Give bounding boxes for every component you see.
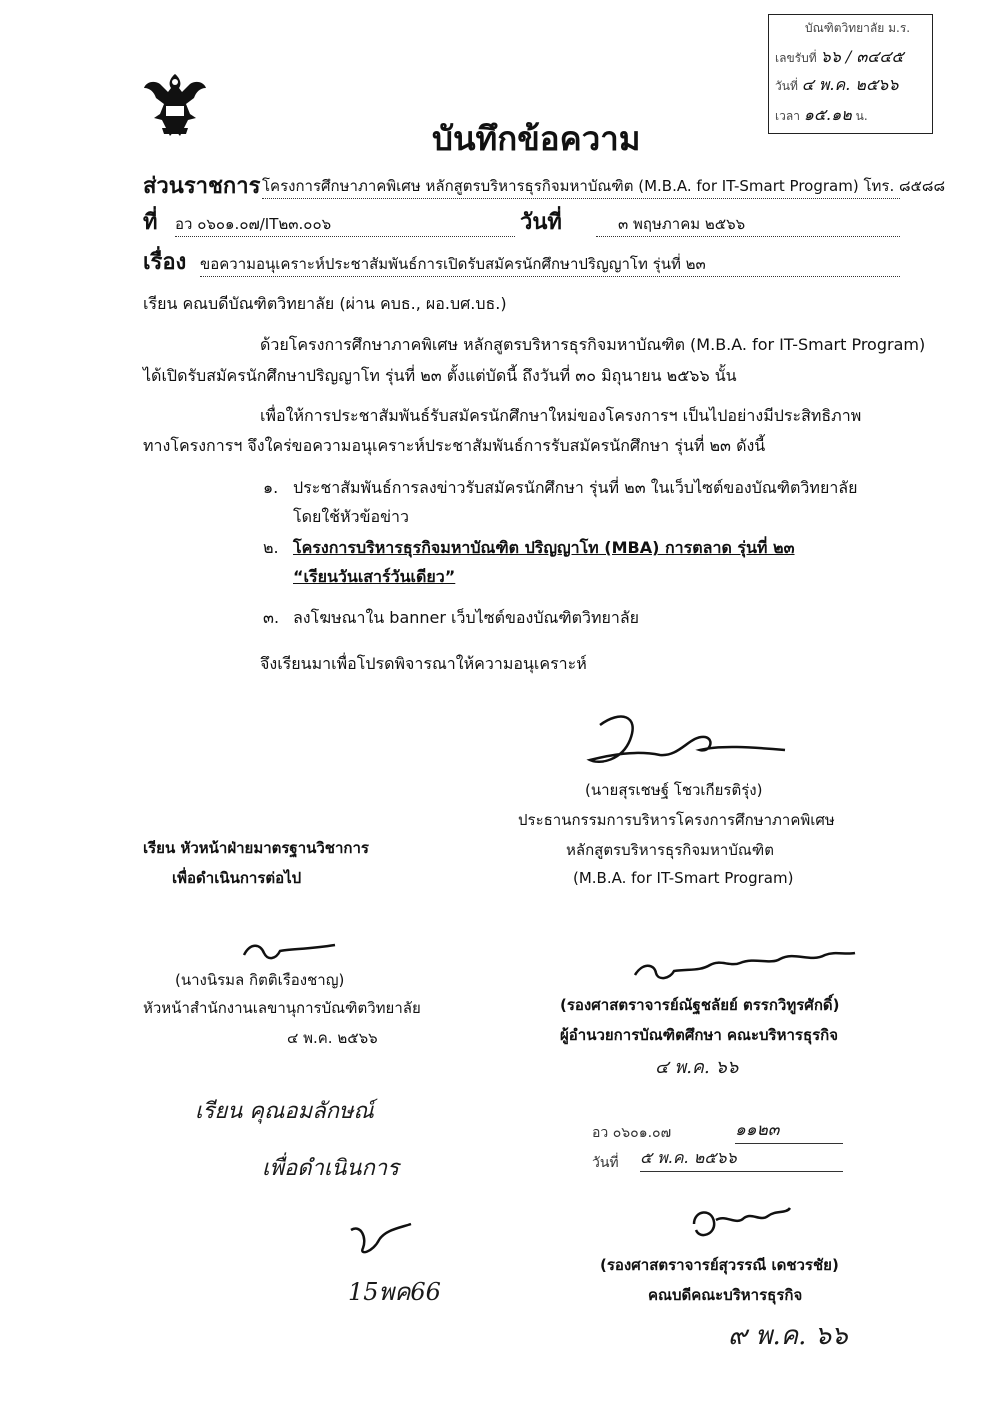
item1-number: ๑. [263,478,279,497]
agency-label: ส่วนราชการ [143,174,261,199]
item3-text: ลงโฆษณาใน banner เว็บไซต์ของบัณฑิตวิทยาลัย [293,608,640,627]
internal-date: ๕ พ.ค. ๒๕๖๖ [640,1146,843,1172]
memo-title: บันทึกข้อความ [432,119,641,158]
stamp-time-unit: น. [855,109,868,123]
garuda-emblem-icon [140,70,210,142]
para2-line2: ทางโครงการฯ จึงใคร่ขอความอนุเคราะห์ประชาสัมพันธ์การรับสมัครนักศึกษา รุ่นที่ ๒๓ ดังนี้ [143,436,766,455]
ref-field: อว ๐๖๐๑.๐๗/IT๒๓.๐๐๖ [175,212,515,237]
stamp-reg-label: เลขรับที่ [775,51,817,65]
stamp-time-label: เวลา [775,109,800,123]
subject-label: เรื่อง [143,250,187,275]
signature-handnote [345,1218,415,1258]
item2-line2: “เรียนวันเสาร์วันเดียว” [293,567,456,586]
date-field: ๓ พฤษภาคม ๒๕๖๖ [596,212,900,237]
agency-field: โครงการศึกษาภาคพิเศษ หลักสูตรบริหารธุรกิจมหาบัณฑิต (M.B.A. for IT-Smart Program) โทร. ๘๕๘๘ [262,174,900,199]
item2-number: ๒. [263,538,279,557]
subject-field: ขอความอนุเคราะห์ประชาสัมพันธ์การเปิดรับสมัครนักศึกษาปริญญาโท รุ่นที่ ๒๓ [200,252,900,277]
signature-main [580,705,800,780]
forward-note-line1: เรียน หัวหน้าฝ่ายมาตรฐานวิชาการ [143,839,369,857]
internal-number: ๑๑๒๓ [735,1116,843,1144]
dean-title: คณบดีคณะบริหารธุรกิจ [648,1286,803,1304]
item1-line1: ประชาสัมพันธ์การลงข่าวรับสมัครนักศึกษา รุ่นที่ ๒๓ ในเว็บไซต์ของบัณฑิตวิทยาลัย [293,478,858,497]
signer-name: (นายสุรเชษฐ์ โชวเกียรติรุ่ง) [585,781,763,799]
item1-line2: โดยใช้หัวข้อข่าว [293,507,410,526]
secretary-title: หัวหน้าสำนักงานเลขานุการบัณฑิตวิทยาลัย [143,999,421,1017]
item3-number: ๓. [263,608,280,627]
para1-line1: ด้วยโครงการศึกษาภาคพิเศษ หลักสูตรบริหารธุรกิจมหาบัณฑิต (M.B.A. for IT-Smart Program) [260,335,926,354]
internal-ref: อว ๐๖๐๑.๐๗ [592,1125,672,1141]
ref-label: ที่ [143,210,158,235]
handnote-line1: เรียน คุณอมลักษณ์ [195,1099,374,1124]
signature-secretary [240,935,340,965]
secretary-name: (นางนิรมล กิตติเรืองชาญ) [175,971,345,989]
signature-director [630,945,860,987]
stamp-date-label: วันที่ [775,79,798,93]
secretary-date: ๔ พ.ค. ๒๕๖๖ [287,1029,378,1047]
signer-title-1: ประธานกรรมการบริหารโครงการศึกษาภาคพิเศษ [518,811,835,829]
receipt-stamp [768,14,933,134]
handnote-line2: เพื่อดำเนินการ [262,1156,399,1181]
para2-line1: เพื่อให้การประชาสัมพันธ์รับสมัครนักศึกษาใหม่ของโครงการฯ เป็นไปอย่างมีประสิทธิภาพ [260,406,862,425]
signer-title-3: (M.B.A. for IT-Smart Program) [573,869,794,887]
signature-dean [686,1200,796,1248]
stamp-office: บัณฑิตวิทยาลัย ม.ร. [805,21,911,35]
signer-title-2: หลักสูตรบริหารธุรกิจมหาบัณฑิต [566,841,774,859]
item2-line1: โครงการบริหารธุรกิจมหาบัณฑิต ปริญญาโท (MBA) การตลาด รุ่นที่ ๒๓ [293,538,795,557]
stamp-reg-no: ๖๖ / ๓๔๔๕ [820,47,904,66]
para1-line2: ได้เปิดรับสมัครนักศึกษาปริญญาโท รุ่นที่ ๒๓ ตั้งแต่บัดนี้ ถึงวันที่ ๓๐ มิถุนายน ๒๕๖๖ นั้น [143,366,737,385]
dean-date: ๙ พ.ค. ๖๖ [728,1321,848,1351]
forward-note-line2: เพื่อดำเนินการต่อไป [172,869,302,887]
director-title: ผู้อำนวยการบัณฑิตศึกษา คณะบริหารธุรกิจ [560,1026,839,1044]
date-label: วันที่ [520,210,562,235]
closing: จึงเรียนมาเพื่อโปรดพิจารณาให้ความอนุเคราะห์ [260,654,587,673]
stamp-time: ๑๕.๑๒ [803,105,852,124]
stamp-date: ๔ พ.ค. ๒๕๖๖ [801,75,899,94]
handnote-date: 15พค66 [348,1278,441,1306]
dean-name: (รองศาสตราจารย์สุวรรณี เดชวรชัย) [600,1256,839,1274]
internal-date-label: วันที่ [592,1155,619,1171]
director-date: ๔ พ.ค. ๖๖ [655,1057,739,1078]
addressee: เรียน คณบดีบัณฑิตวิทยาลัย (ผ่าน คบธ., ผอ.บศ.บธ.) [143,294,507,313]
director-name: (รองศาสตราจารย์ณัฐชลัยย์ ตรรกวิทูรศักดิ์) [560,996,840,1014]
